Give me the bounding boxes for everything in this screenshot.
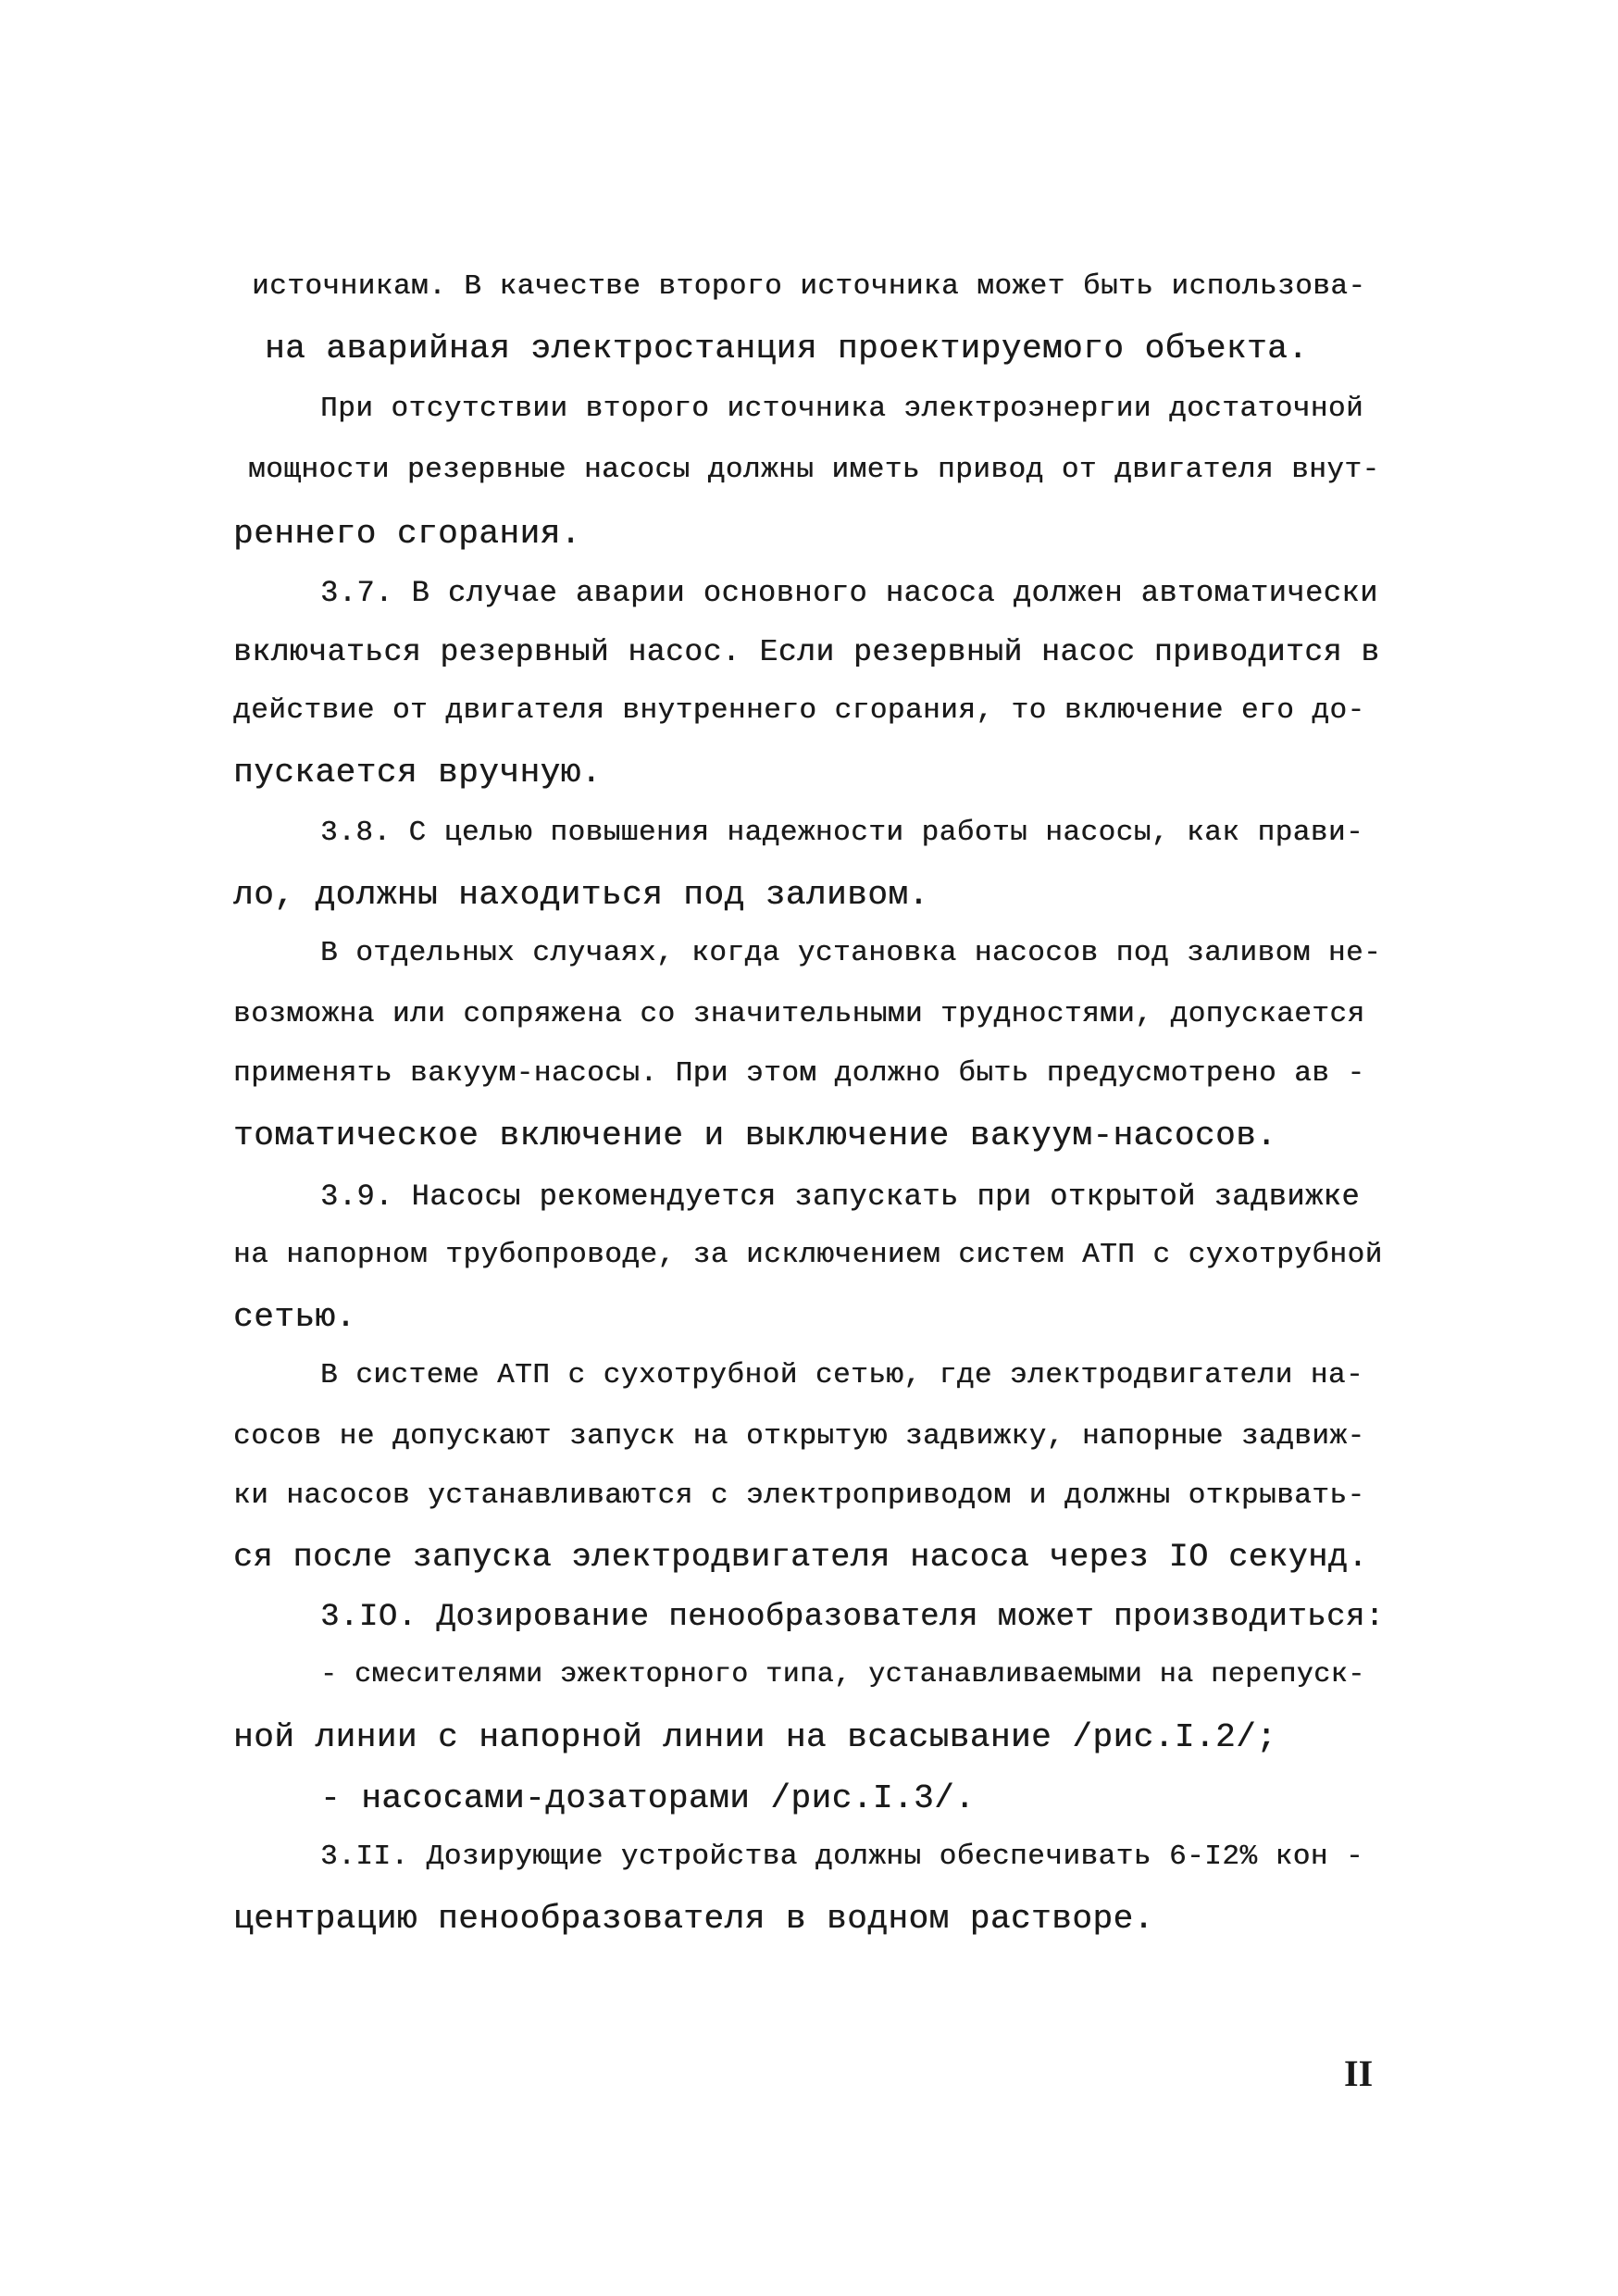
text-line: 3.II. Дозирующие устройства должны обеспечивать 6-I2% кон - [320, 1841, 1364, 1873]
text-line: В отдельных случаях, когда установка насосов под заливом не- [320, 937, 1382, 969]
text-line: ся после запуска электродвигателя насоса через IO секунд. [233, 1539, 1368, 1576]
text-line: на аварийная электростанция проектируемого объекта. [265, 330, 1309, 368]
text-line: 3.IO. Дозирование пенообразователя может производиться: [320, 1600, 1385, 1635]
text-line: 3.8. С целью повышения надежности работы насосы, как прави- [320, 817, 1364, 849]
text-line: действие от двигателя внутреннего сгорания, то включение его до- [233, 694, 1365, 727]
text-line: ной линии с напорной линии на всасывание /рис.I.2/; [233, 1718, 1277, 1756]
text-line: пускается вручную. [233, 754, 602, 792]
text-line: томатическое включение и выключение вакуум-насосов. [233, 1117, 1277, 1154]
text-line: 3.9. Насосы рекомендуется запускать при открытой задвижке [320, 1179, 1361, 1214]
text-line: центрацию пенообразователя в водном растворе. [233, 1900, 1154, 1938]
text-line: - насосами-дозаторами /рис.I.3/. [320, 1779, 976, 1817]
text-line: на напорном трубопроводе, за исключением систем АТП с сухотрубной [233, 1239, 1383, 1271]
text-line: При отсутствии второго источника электроэнергии достаточной [320, 393, 1364, 425]
text-line: В системе АТП с сухотрубной сетью, где электродвигатели на- [320, 1359, 1364, 1391]
text-line: сосов не допускают запуск на открытую задвижку, напорные задвиж- [233, 1420, 1365, 1453]
text-line: - смесителями эжекторного типа, устанавливаемыми на перепуск- [320, 1659, 1365, 1691]
text-line: ло, должны находиться под заливом. [233, 876, 929, 914]
text-line: включаться резервный насос. Если резервный насос приводится в [233, 635, 1380, 669]
text-line: источникам. В качестве второго источника может быть использова- [252, 270, 1366, 303]
page-number: II [1344, 2053, 1374, 2094]
text-line: ки насосов устанавливаются с электроприводом и должны открывать- [233, 1479, 1365, 1512]
text-line: сетью. [233, 1298, 356, 1336]
text-line: 3.7. В случае аварии основного насоса должен автоматически [320, 576, 1378, 610]
text-line: реннего сгорания. [233, 515, 581, 553]
text-line: применять вакуум-насосы. При этом должно быть предусмотрено ав - [233, 1057, 1365, 1090]
text-line: мощности резервные насосы должны иметь привод от двигателя внут- [248, 454, 1380, 486]
text-line: возможна или сопряжена со значительными трудностями, допускается [233, 998, 1365, 1030]
